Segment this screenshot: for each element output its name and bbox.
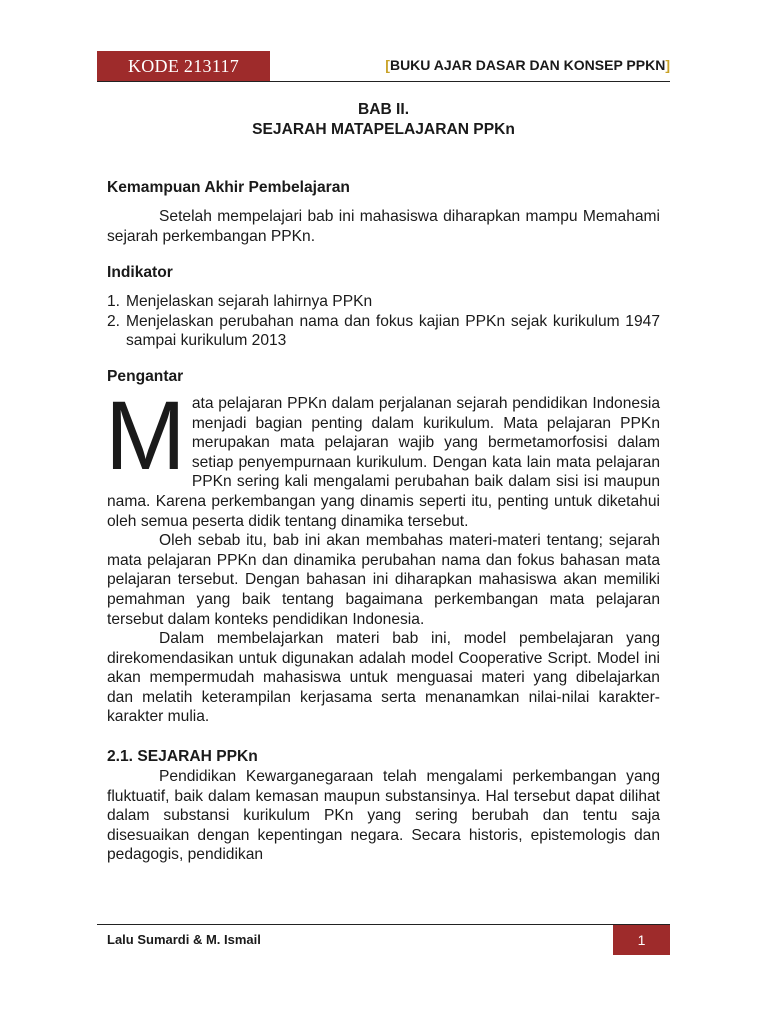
bracket-open: [ <box>385 57 390 73</box>
indikator-heading: Indikator <box>107 264 173 282</box>
indikator-list <box>107 292 660 351</box>
list-item <box>107 312 660 351</box>
chapter-number: BAB II. <box>357 101 410 118</box>
book-title <box>360 57 670 73</box>
page-number: 1 <box>613 925 670 955</box>
footer-authors: Lalu Sumardi & M. Ismail <box>107 932 261 947</box>
book-title-text: BUKU AJAR DASAR DAN KONSEP PPKN <box>389 57 666 73</box>
bracket-close: ] <box>665 57 670 73</box>
list-item <box>107 292 660 312</box>
document-code: KODE 213117 <box>97 51 270 81</box>
drop-cap: M <box>105 380 186 490</box>
pengantar-paragraph-1: ata pelajaran PPKn dalam perjalanan sejarah pendidikan Indonesia menjadi bagian penting dalam kurikulum. Mata pelajaran PPKn merupakan mata pelajaran wajib yang bermetamorfosisi dalam setiap penyempurnaan kurikulum. Dengan kata lain mata pelajaran PPKn sering kali mengalami perubahan baik dalam sisi isi maupun nama. Karena perkembangan yang dinamis seperti itu, penting untuk diketahui oleh semua peserta didik tentang dinamika tersebut. <box>107 394 660 530</box>
pengantar-paragraph-3: Dalam membelajarkan materi bab ini, model pembelajaran yang direkomendasikan untuk digunakan adalah model Cooperative Script. Model ini akan mempermudah mahasiswa untuk menguasai materi yang dibelajarkan dan melatih keterampilan kerjasama serta menanamkan nilai-nilai karakter-karakter mulia. <box>107 630 660 726</box>
chapter-title: SEJARAH MATAPELAJARAN PPKn <box>252 121 515 138</box>
sejarah-heading: 2.1. SEJARAH PPKn <box>107 748 258 766</box>
page-content <box>107 100 660 865</box>
pengantar-paragraph-2: Oleh sebab itu, bab ini akan membahas materi-materi tentang; sejarah mata pelajaran PPKn dan dinamika perubahan nama dan fokus bahasan mata pelajaran tersebut. Dengan bahasan ini diharapkan mahasiswa akan memiliki pemahman yang baik tentang bagaimana perkembangan mata pelajaran tersebut dalam konteks pendidikan Indonesia. <box>107 532 660 628</box>
list-text: Menjelaskan sejarah lahirnya PPKn <box>126 293 373 311</box>
header-divider <box>97 81 670 82</box>
kemampuan-text: Setelah mempelajari bab ini mahasiswa diharapkan mampu Memahami sejarah perkembangan PPKn. <box>107 208 660 245</box>
pengantar-body <box>105 380 660 531</box>
sejarah-paragraph-1: Pendidikan Kewarganegaraan telah mengalami perkembangan yang fluktuatif, baik dalam kemasan maupun substansinya. Hal tersebut dapat dilihat dalam substansi kurikulum PKn yang sering berubah dan tentu saja disesuaikan dengan kepentingan negara. Secara historis, epistemologis dan pedagogis, pendidikan <box>107 768 660 864</box>
pengantar-heading: Pengantar <box>107 367 184 385</box>
list-number: 2. <box>107 312 121 330</box>
list-text: Menjelaskan perubahan nama dan fokus kajian PPKn sejak kurikulum 1947 sampai kurikulum 2013 <box>126 312 660 350</box>
list-number: 1. <box>107 293 121 311</box>
kemampuan-heading: Kemampuan Akhir Pembelajaran <box>107 179 350 196</box>
footer-divider <box>97 924 670 925</box>
